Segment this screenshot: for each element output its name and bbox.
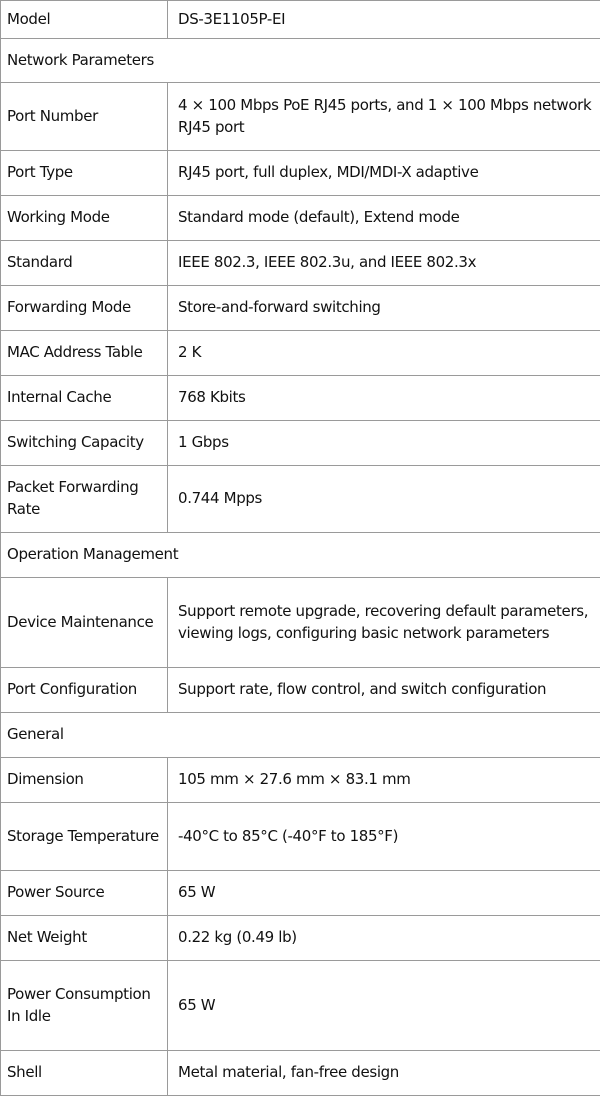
section-title: General (1, 713, 600, 758)
row-label: Working Mode (1, 196, 168, 241)
row-label: Device Maintenance (1, 578, 168, 668)
row-label: Port Type (1, 151, 168, 196)
table-row (1, 331, 600, 376)
section-title: Network Parameters (1, 39, 600, 83)
table-row (1, 83, 600, 151)
row-label: Port Number (1, 83, 168, 151)
row-label: Power Consumption In Idle (1, 961, 168, 1051)
table-row (1, 916, 600, 961)
row-value: 65 W (168, 961, 600, 1051)
row-value: 2 K (168, 331, 600, 376)
row-label: Switching Capacity (1, 421, 168, 466)
row-label: Model (1, 1, 168, 39)
row-value: Support rate, flow control, and switch configuration (168, 668, 600, 713)
row-value: 0.744 Mpps (168, 466, 600, 533)
row-value: 4 × 100 Mbps PoE RJ45 ports, and 1 × 100 Mbps network RJ45 port (168, 83, 600, 151)
row-value: 1 Gbps (168, 421, 600, 466)
table-row (1, 578, 600, 668)
table-row (1, 241, 600, 286)
row-label: Packet Forwarding Rate (1, 466, 168, 533)
section-title: Operation Management (1, 533, 600, 578)
section-row (1, 533, 600, 578)
row-value: Metal material, fan-free design (168, 1051, 600, 1096)
row-value: IEEE 802.3, IEEE 802.3u, and IEEE 802.3x (168, 241, 600, 286)
row-label: Forwarding Mode (1, 286, 168, 331)
row-value: -40°C to 85°C (-40°F to 185°F) (168, 803, 600, 871)
row-label: Shell (1, 1051, 168, 1096)
table-row (1, 421, 600, 466)
table-row (1, 871, 600, 916)
row-label: Dimension (1, 758, 168, 803)
row-value: RJ45 port, full duplex, MDI/MDI-X adaptive (168, 151, 600, 196)
row-value: 0.22 kg (0.49 lb) (168, 916, 600, 961)
row-value: 65 W (168, 871, 600, 916)
row-value: 105 mm × 27.6 mm × 83.1 mm (168, 758, 600, 803)
table-row (1, 961, 600, 1051)
section-row (1, 39, 600, 83)
row-label: Port Configuration (1, 668, 168, 713)
row-value: Support remote upgrade, recovering default parameters, viewing logs, configuring basic network parameters (168, 578, 600, 668)
table-row (1, 196, 600, 241)
table-row (1, 758, 600, 803)
table-row (1, 803, 600, 871)
table-row (1, 1051, 600, 1096)
row-label: Power Source (1, 871, 168, 916)
row-value: Standard mode (default), Extend mode (168, 196, 600, 241)
table-row (1, 668, 600, 713)
table-row (1, 466, 600, 533)
table-row (1, 376, 600, 421)
section-row (1, 713, 600, 758)
row-label: Internal Cache (1, 376, 168, 421)
row-label: MAC Address Table (1, 331, 168, 376)
row-label: Standard (1, 241, 168, 286)
row-value: DS-3E1105P-EI (168, 1, 600, 39)
table-row (1, 151, 600, 196)
row-label: Storage Temperature (1, 803, 168, 871)
row-value: 768 Kbits (168, 376, 600, 421)
table-row (1, 286, 600, 331)
table-row (1, 1, 600, 39)
row-value: Store-and-forward switching (168, 286, 600, 331)
row-label: Net Weight (1, 916, 168, 961)
